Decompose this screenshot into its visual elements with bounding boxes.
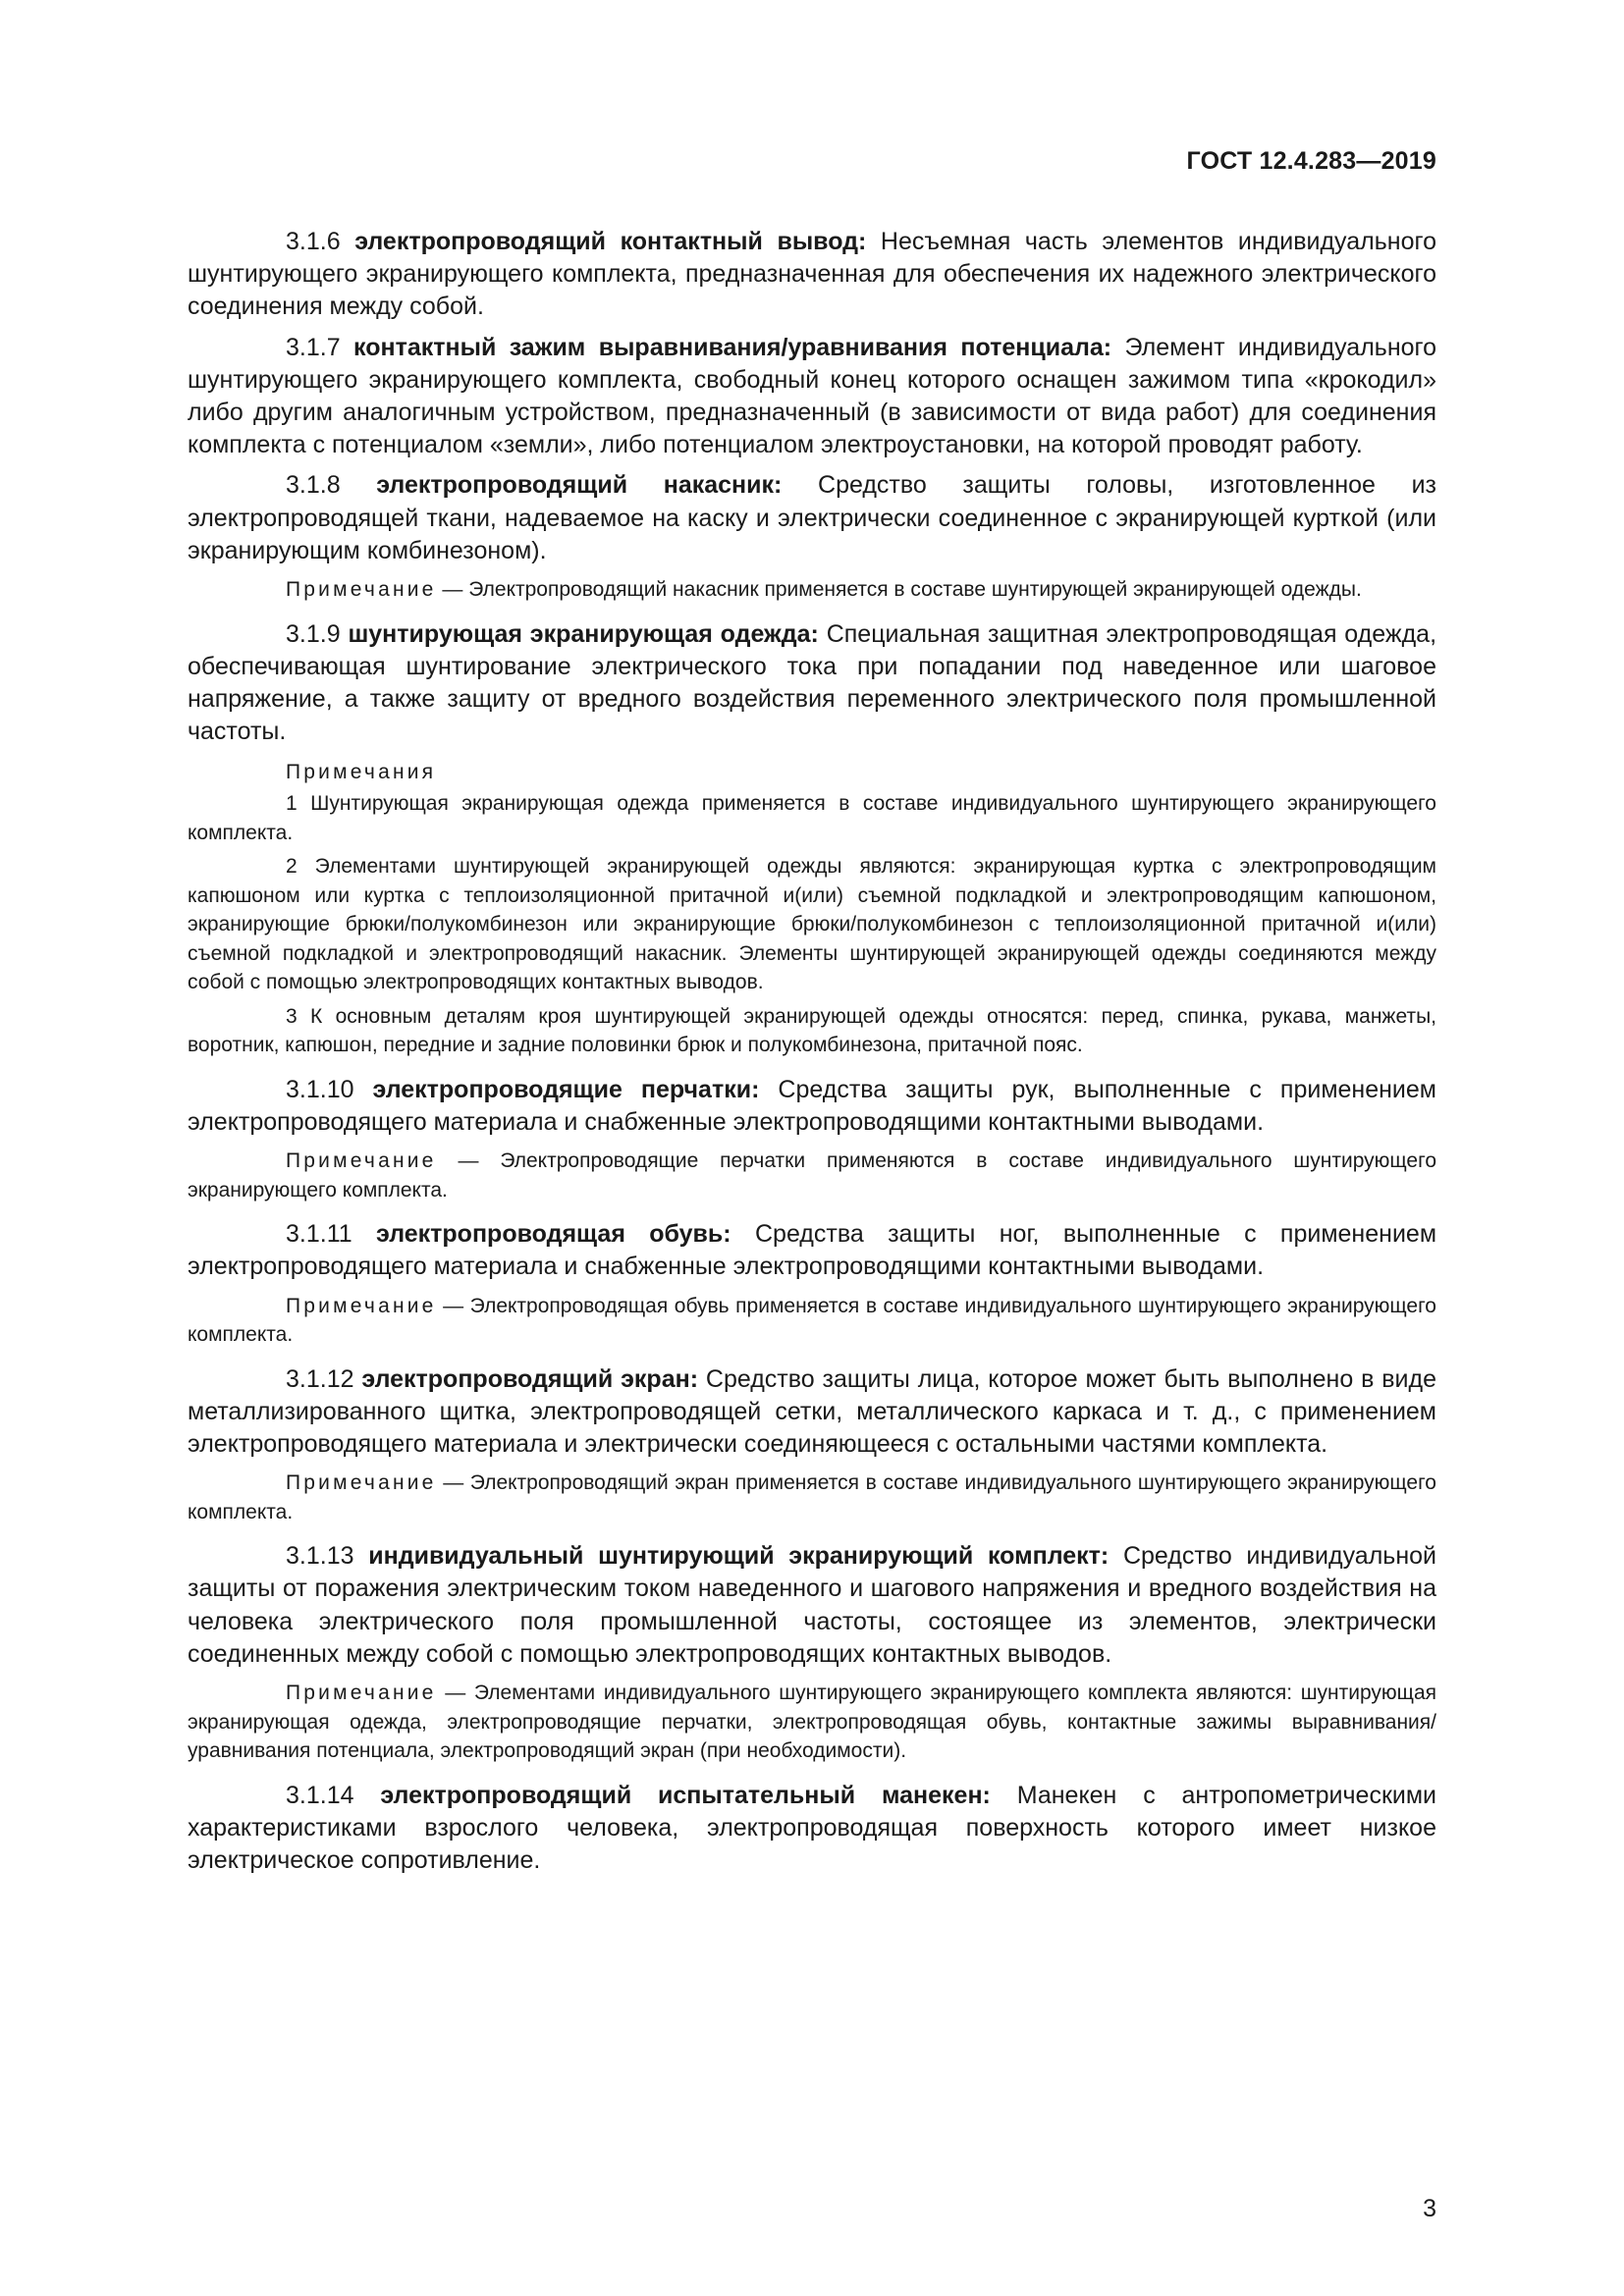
term-title: электропроводящий экран: (361, 1364, 699, 1393)
note-text: — Электропроводящая обувь применяется в составе индивидуального шунтирующего экранирующего комплекта. (188, 1294, 1436, 1347)
term-number: 3.1.9 (286, 619, 341, 648)
note-item: 1 Шунтирующая экранирующая одежда применяется в составе индивидуального шунтирующего экранирующего комплекта. (188, 792, 1436, 844)
note-3-1-11 (188, 1292, 1436, 1350)
term-3-1-13 (188, 1540, 1436, 1671)
note-text: — Электропроводящий накасник применяется в составе шунтирующей экранирующей одежды. (442, 578, 1362, 602)
term-3-1-12 (188, 1363, 1436, 1462)
term-number: 3.1.14 (286, 1781, 354, 1809)
term-3-1-6 (188, 226, 1436, 324)
page-number: 3 (1423, 2195, 1436, 2222)
term-number: 3.1.11 (286, 1220, 352, 1249)
notes-heading: Примечания (286, 761, 437, 784)
term-3-1-8 (188, 469, 1436, 567)
note-item: 3 К основным деталям кроя шунтирующей экранирующей одежды относятся: перед, спинка, рукава, манжеты, воротник, капюшон, передние и задние половинки брюк и полукомбинезона, притачной пояс. (188, 1004, 1436, 1057)
term-3-1-9 (188, 618, 1436, 749)
term-3-1-7 (188, 332, 1436, 462)
note-3-1-12 (188, 1468, 1436, 1526)
term-title: электропроводящие перчатки: (372, 1075, 760, 1103)
term-3-1-11 (188, 1218, 1436, 1283)
note-3-1-10 (188, 1147, 1436, 1204)
term-title: электропроводящий контактный вывод: (354, 228, 867, 255)
term-definition: Манекен с антропометрическими характеристиками взрослого человека, электропроводящая поверхность которого имеет низкое электрическое сопротивление. (188, 1781, 1437, 1874)
term-definition: Средство защиты лица, которое может быть выполнено в виде металлизированного щитка, электропроводящей сетки, металлического каркаса и т. д., с применением электропроводящего материала и электрически соединяющееся с остальными частями комплекта. (188, 1364, 1436, 1459)
term-number: 3.1.6 (286, 228, 341, 255)
document-header: ГОСТ 12.4.283—2019 (1186, 147, 1436, 175)
note-label: Примечание (286, 1471, 437, 1495)
note-3-1-13 (188, 1679, 1436, 1766)
term-title: индивидуальный шунтирующий экранирующий комплект: (368, 1542, 1110, 1571)
term-number: 3.1.8 (286, 471, 341, 500)
term-title: электропроводящий накасник: (376, 471, 783, 500)
note-text: — Электропроводящие перчатки применяются в составе индивидуального шунтирующего экранирующего комплекта. (188, 1149, 1436, 1201)
term-definition: Элемент индивидуального шунтирующего экранирующего комплекта, свободный конец которого оснащен зажимом типа «крокодил» либо другим аналогичным устройством, предназначенный (в зависимости от вида работ) для соединения комплекта с потенциалом «земли», либо потенциалом электроустановки, на которой проводят работу. (188, 333, 1437, 459)
term-title: электропроводящий испытательный манекен: (380, 1781, 991, 1809)
note-text: — Элементами индивидуального шунтирующего экранирующего комплекта являются: шунтирующая экранирующая одежда, электропроводящие перчатки, электропроводящая обувь, контактные зажимы выравнивания/уравнивания потенциала, электропроводящий экран (при необходимости). (188, 1682, 1437, 1763)
note-item: 2 Элементами шунтирующей экранирующей одежды являются: экранирующая куртка с электропроводящим капюшоном или куртка с теплоизоляционной притачной и(или) съемной подкладкой и электропроводящим капюшоном, экранирующие брюки/полукомбинезон или экранирующие брюки/полукомбинезон с теплоизоляционной притачной и(или) съемной подкладкой и электропроводящий накасник. Элементы шунтирующей экранирующей одежды соединяются между собой с помощью электропроводящих контактных выводов. (188, 855, 1436, 994)
note-label: Примечание (286, 1294, 437, 1317)
term-number: 3.1.13 (286, 1542, 354, 1571)
term-3-1-10 (188, 1074, 1436, 1139)
note-label: Примечание (286, 578, 437, 602)
term-number: 3.1.7 (286, 333, 341, 361)
document-body (188, 226, 1436, 1885)
note-3-1-8 (188, 575, 1436, 605)
term-definition: Специальная защитная электропроводящая одежда, обеспечивающая шунтирование электрического тока при попадании под наведенное или шаговое напряжение, а также защиту от вредного воздействия переменного электрического поля промышленной частоты. (188, 619, 1437, 746)
term-title: контактный зажим выравнивания/уравнивания потенциала: (353, 333, 1112, 361)
term-number: 3.1.12 (286, 1364, 354, 1393)
term-definition: Средство защиты головы, изготовленное из электропроводящей ткани, надеваемое на каску и электрически соединенное с экранирующей курткой (или экранирующим комбинезоном). (188, 471, 1436, 564)
note-text: — Электропроводящий экран применяется в составе индивидуального шунтирующего экранирующего комплекта. (188, 1471, 1436, 1523)
term-definition: Несъемная часть элементов индивидуального шунтирующего экранирующего комплекта, предназначенная для обеспечения их надежного электрического соединения между собой. (188, 228, 1436, 321)
term-definition: Средства защиты рук, выполненные с применением электропроводящего материала и снабженные электропроводящими контактными выводами. (188, 1075, 1436, 1137)
term-title: электропроводящая обувь: (376, 1220, 731, 1249)
note-label: Примечание (286, 1682, 437, 1705)
term-definition: Средства защиты ног, выполненные с применением электропроводящего материала и снабженные электропроводящими контактными выводами. (188, 1220, 1437, 1281)
term-number: 3.1.10 (286, 1075, 354, 1103)
note-label: Примечание (286, 1149, 437, 1173)
term-title: шунтирующая экранирующая одежда: (348, 619, 819, 648)
term-definition: Средство индивидуальной защиты от поражения электрическим током наведенного и шагового напряжения и вредного воздействия на человека электрического поля промышленной частоты, состоящее из элементов, электрически соединенных между собой с помощью электропроводящих контактных выводов. (188, 1542, 1436, 1668)
term-3-1-14 (188, 1780, 1436, 1878)
